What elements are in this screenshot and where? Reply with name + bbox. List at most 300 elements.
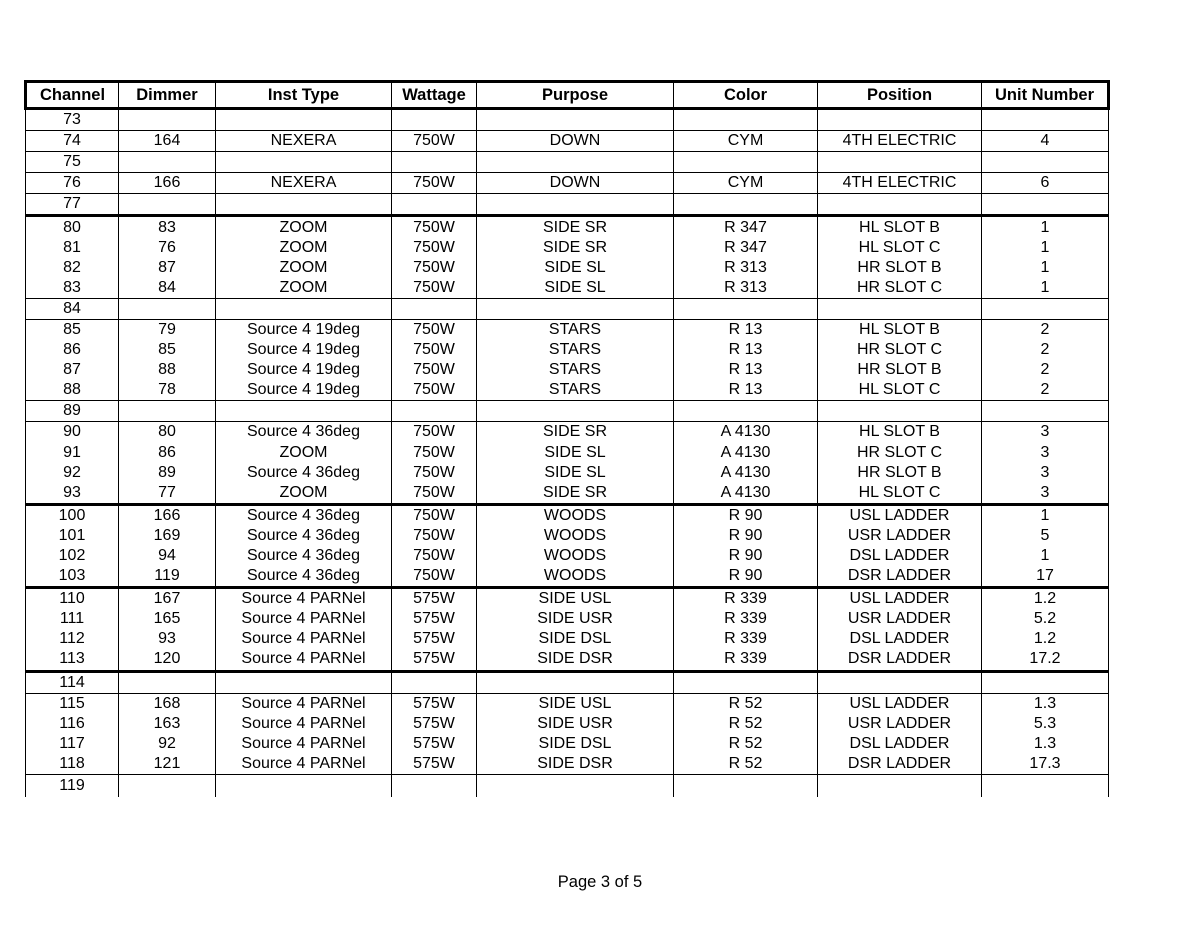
cell-unit-number: 3: [982, 443, 1109, 463]
cell-purpose: SIDE USR: [477, 609, 674, 629]
table-row: [26, 693, 1109, 714]
table-row: [26, 734, 1109, 754]
cell-wattage: 575W: [392, 609, 477, 629]
column-header-color: Color: [674, 82, 818, 109]
cell-position: 4TH ELECTRIC: [818, 173, 982, 194]
cell-dimmer: 120: [119, 649, 216, 671]
cell-inst-type: Source 4 PARNel: [216, 609, 392, 629]
cell-inst-type: ZOOM: [216, 278, 392, 299]
cell-wattage: 750W: [392, 238, 477, 258]
table-row: [26, 422, 1109, 443]
cell-color: [674, 152, 818, 173]
cell-wattage: 750W: [392, 131, 477, 152]
table-row: [26, 152, 1109, 173]
cell-purpose: SIDE DSL: [477, 734, 674, 754]
cell-position: DSR LADDER: [818, 754, 982, 775]
cell-position: DSL LADDER: [818, 546, 982, 566]
cell-unit-number: [982, 109, 1109, 131]
cell-wattage: 575W: [392, 754, 477, 775]
table-row: [26, 483, 1109, 505]
cell-unit-number: 3: [982, 422, 1109, 443]
cell-dimmer: 87: [119, 258, 216, 278]
cell-purpose: STARS: [477, 380, 674, 401]
cell-channel: 90: [26, 422, 119, 443]
cell-color: CYM: [674, 131, 818, 152]
cell-unit-number: 1: [982, 216, 1109, 238]
channel-hookup-table: [24, 80, 1110, 797]
cell-purpose: SIDE USL: [477, 588, 674, 610]
cell-channel: 84: [26, 298, 119, 319]
cell-channel: 76: [26, 173, 119, 194]
cell-unit-number: 6: [982, 173, 1109, 194]
cell-color: R 52: [674, 754, 818, 775]
cell-dimmer: 163: [119, 714, 216, 734]
cell-inst-type: [216, 298, 392, 319]
cell-dimmer: [119, 298, 216, 319]
table-row: [26, 173, 1109, 194]
cell-inst-type: Source 4 PARNel: [216, 754, 392, 775]
cell-channel: 81: [26, 238, 119, 258]
cell-inst-type: Source 4 19deg: [216, 380, 392, 401]
cell-inst-type: Source 4 19deg: [216, 360, 392, 380]
cell-inst-type: Source 4 PARNel: [216, 649, 392, 671]
cell-position: USL LADDER: [818, 504, 982, 526]
cell-dimmer: 164: [119, 131, 216, 152]
cell-wattage: 750W: [392, 360, 477, 380]
cell-inst-type: Source 4 PARNel: [216, 734, 392, 754]
cell-color: CYM: [674, 173, 818, 194]
cell-purpose: [477, 298, 674, 319]
cell-channel: 118: [26, 754, 119, 775]
cell-channel: 102: [26, 546, 119, 566]
cell-channel: 89: [26, 401, 119, 422]
cell-inst-type: Source 4 19deg: [216, 319, 392, 340]
table-row: [26, 298, 1109, 319]
cell-unit-number: 3: [982, 463, 1109, 483]
cell-inst-type: [216, 775, 392, 798]
cell-unit-number: 1.3: [982, 693, 1109, 714]
cell-wattage: [392, 401, 477, 422]
cell-unit-number: 2: [982, 340, 1109, 360]
cell-dimmer: 167: [119, 588, 216, 610]
cell-color: A 4130: [674, 483, 818, 505]
cell-position: [818, 401, 982, 422]
cell-purpose: WOODS: [477, 546, 674, 566]
cell-dimmer: 165: [119, 609, 216, 629]
cell-position: DSR LADDER: [818, 566, 982, 588]
cell-purpose: SIDE DSL: [477, 629, 674, 649]
table-row: [26, 360, 1109, 380]
cell-wattage: 750W: [392, 566, 477, 588]
table-row: [26, 278, 1109, 299]
cell-inst-type: Source 4 PARNel: [216, 629, 392, 649]
table-row: [26, 340, 1109, 360]
column-header-inst-type: Inst Type: [216, 82, 392, 109]
cell-dimmer: 76: [119, 238, 216, 258]
cell-inst-type: NEXERA: [216, 173, 392, 194]
cell-dimmer: 168: [119, 693, 216, 714]
cell-dimmer: 89: [119, 463, 216, 483]
cell-wattage: 750W: [392, 422, 477, 443]
cell-color: A 4130: [674, 422, 818, 443]
table-row: [26, 109, 1109, 131]
cell-purpose: SIDE USR: [477, 714, 674, 734]
cell-purpose: [477, 194, 674, 216]
cell-color: [674, 298, 818, 319]
cell-color: [674, 194, 818, 216]
cell-wattage: 575W: [392, 588, 477, 610]
cell-dimmer: 88: [119, 360, 216, 380]
cell-inst-type: ZOOM: [216, 258, 392, 278]
cell-channel: 119: [26, 775, 119, 798]
cell-position: HR SLOT C: [818, 443, 982, 463]
cell-unit-number: [982, 671, 1109, 693]
cell-channel: 74: [26, 131, 119, 152]
cell-unit-number: [982, 401, 1109, 422]
cell-inst-type: Source 4 19deg: [216, 340, 392, 360]
cell-purpose: SIDE SR: [477, 238, 674, 258]
cell-channel: 93: [26, 483, 119, 505]
cell-purpose: [477, 109, 674, 131]
cell-channel: 91: [26, 443, 119, 463]
column-header-unit-number: Unit Number: [982, 82, 1109, 109]
cell-wattage: 575W: [392, 693, 477, 714]
cell-channel: 116: [26, 714, 119, 734]
cell-position: HR SLOT B: [818, 463, 982, 483]
table-row: [26, 194, 1109, 216]
cell-purpose: SIDE SL: [477, 463, 674, 483]
cell-purpose: SIDE USL: [477, 693, 674, 714]
cell-inst-type: [216, 671, 392, 693]
cell-wattage: [392, 194, 477, 216]
cell-purpose: WOODS: [477, 566, 674, 588]
cell-color: R 52: [674, 693, 818, 714]
table-row: [26, 258, 1109, 278]
cell-color: [674, 775, 818, 798]
cell-color: R 90: [674, 526, 818, 546]
cell-unit-number: [982, 194, 1109, 216]
table-row: [26, 526, 1109, 546]
cell-dimmer: 79: [119, 319, 216, 340]
cell-inst-type: Source 4 36deg: [216, 526, 392, 546]
cell-unit-number: 1: [982, 258, 1109, 278]
cell-position: DSL LADDER: [818, 734, 982, 754]
cell-color: R 13: [674, 319, 818, 340]
cell-unit-number: 1.2: [982, 588, 1109, 610]
column-header-purpose: Purpose: [477, 82, 674, 109]
cell-position: HL SLOT B: [818, 422, 982, 443]
cell-inst-type: Source 4 PARNel: [216, 693, 392, 714]
cell-wattage: 750W: [392, 443, 477, 463]
cell-color: R 52: [674, 714, 818, 734]
cell-channel: 115: [26, 693, 119, 714]
column-header-channel: Channel: [26, 82, 119, 109]
cell-inst-type: ZOOM: [216, 216, 392, 238]
cell-color: R 313: [674, 258, 818, 278]
cell-inst-type: Source 4 36deg: [216, 566, 392, 588]
cell-wattage: 750W: [392, 258, 477, 278]
table-row: [26, 380, 1109, 401]
cell-color: R 13: [674, 380, 818, 401]
table-row: [26, 714, 1109, 734]
cell-wattage: 750W: [392, 173, 477, 194]
cell-position: 4TH ELECTRIC: [818, 131, 982, 152]
cell-color: [674, 401, 818, 422]
cell-color: R 90: [674, 566, 818, 588]
table-row: [26, 216, 1109, 238]
cell-purpose: [477, 775, 674, 798]
cell-dimmer: 166: [119, 504, 216, 526]
cell-purpose: [477, 401, 674, 422]
cell-inst-type: Source 4 36deg: [216, 422, 392, 443]
cell-purpose: SIDE SR: [477, 422, 674, 443]
cell-position: [818, 152, 982, 173]
cell-color: R 339: [674, 588, 818, 610]
cell-unit-number: [982, 775, 1109, 798]
cell-wattage: 575W: [392, 734, 477, 754]
cell-wattage: [392, 298, 477, 319]
cell-channel: 80: [26, 216, 119, 238]
cell-position: HR SLOT C: [818, 340, 982, 360]
cell-color: R 313: [674, 278, 818, 299]
cell-purpose: [477, 671, 674, 693]
cell-purpose: SIDE DSR: [477, 649, 674, 671]
cell-wattage: 750W: [392, 463, 477, 483]
cell-color: R 13: [674, 360, 818, 380]
cell-dimmer: 93: [119, 629, 216, 649]
cell-dimmer: [119, 152, 216, 173]
cell-wattage: [392, 152, 477, 173]
cell-channel: 85: [26, 319, 119, 340]
column-header-dimmer: Dimmer: [119, 82, 216, 109]
cell-channel: 75: [26, 152, 119, 173]
cell-position: HR SLOT C: [818, 278, 982, 299]
cell-purpose: SIDE SL: [477, 443, 674, 463]
cell-unit-number: 1: [982, 546, 1109, 566]
cell-unit-number: [982, 152, 1109, 173]
cell-unit-number: 4: [982, 131, 1109, 152]
cell-purpose: STARS: [477, 360, 674, 380]
column-header-position: Position: [818, 82, 982, 109]
cell-purpose: STARS: [477, 319, 674, 340]
cell-unit-number: 17.3: [982, 754, 1109, 775]
cell-channel: 112: [26, 629, 119, 649]
cell-inst-type: Source 4 36deg: [216, 463, 392, 483]
table-row: [26, 504, 1109, 526]
page-number: Page 3 of 5: [557, 873, 643, 891]
cell-inst-type: Source 4 PARNel: [216, 588, 392, 610]
cell-unit-number: 5.3: [982, 714, 1109, 734]
cell-dimmer: 86: [119, 443, 216, 463]
cell-dimmer: [119, 775, 216, 798]
cell-channel: 101: [26, 526, 119, 546]
cell-color: R 52: [674, 734, 818, 754]
cell-purpose: SIDE SL: [477, 258, 674, 278]
cell-purpose: WOODS: [477, 526, 674, 546]
table-row: [26, 463, 1109, 483]
cell-position: USR LADDER: [818, 609, 982, 629]
cell-wattage: [392, 109, 477, 131]
table-row: [26, 566, 1109, 588]
cell-dimmer: 166: [119, 173, 216, 194]
header-row: [26, 82, 1109, 109]
cell-inst-type: Source 4 36deg: [216, 546, 392, 566]
cell-unit-number: 5: [982, 526, 1109, 546]
cell-position: HL SLOT C: [818, 380, 982, 401]
cell-color: R 339: [674, 609, 818, 629]
cell-position: [818, 109, 982, 131]
table-row: [26, 775, 1109, 798]
cell-wattage: [392, 671, 477, 693]
cell-unit-number: 1: [982, 238, 1109, 258]
cell-wattage: 750W: [392, 380, 477, 401]
cell-unit-number: 2: [982, 319, 1109, 340]
cell-color: A 4130: [674, 443, 818, 463]
cell-wattage: 750W: [392, 278, 477, 299]
cell-wattage: 750W: [392, 546, 477, 566]
cell-dimmer: 169: [119, 526, 216, 546]
cell-dimmer: 92: [119, 734, 216, 754]
cell-inst-type: [216, 401, 392, 422]
cell-dimmer: 85: [119, 340, 216, 360]
cell-color: R 13: [674, 340, 818, 360]
cell-wattage: 750W: [392, 216, 477, 238]
cell-wattage: 575W: [392, 714, 477, 734]
cell-wattage: 750W: [392, 483, 477, 505]
cell-position: [818, 671, 982, 693]
cell-dimmer: 84: [119, 278, 216, 299]
cell-position: USR LADDER: [818, 526, 982, 546]
table-row: [26, 238, 1109, 258]
cell-unit-number: 2: [982, 380, 1109, 401]
cell-unit-number: 5.2: [982, 609, 1109, 629]
cell-unit-number: 1.3: [982, 734, 1109, 754]
cell-position: HL SLOT C: [818, 238, 982, 258]
cell-wattage: 750W: [392, 340, 477, 360]
cell-channel: 88: [26, 380, 119, 401]
cell-position: USL LADDER: [818, 588, 982, 610]
cell-channel: 73: [26, 109, 119, 131]
cell-position: [818, 194, 982, 216]
cell-dimmer: 83: [119, 216, 216, 238]
cell-purpose: SIDE SR: [477, 216, 674, 238]
cell-inst-type: ZOOM: [216, 483, 392, 505]
cell-inst-type: ZOOM: [216, 238, 392, 258]
cell-purpose: DOWN: [477, 131, 674, 152]
cell-dimmer: 121: [119, 754, 216, 775]
cell-channel: 117: [26, 734, 119, 754]
cell-wattage: [392, 775, 477, 798]
cell-position: [818, 298, 982, 319]
cell-position: HL SLOT C: [818, 483, 982, 505]
cell-color: R 347: [674, 216, 818, 238]
cell-color: R 90: [674, 546, 818, 566]
cell-color: R 90: [674, 504, 818, 526]
cell-dimmer: 94: [119, 546, 216, 566]
table-row: [26, 546, 1109, 566]
cell-channel: 92: [26, 463, 119, 483]
cell-inst-type: [216, 194, 392, 216]
table-row: [26, 319, 1109, 340]
cell-channel: 87: [26, 360, 119, 380]
cell-unit-number: 17.2: [982, 649, 1109, 671]
cell-unit-number: [982, 298, 1109, 319]
cell-dimmer: 119: [119, 566, 216, 588]
cell-channel: 77: [26, 194, 119, 216]
cell-position: HR SLOT B: [818, 360, 982, 380]
column-header-wattage: Wattage: [392, 82, 477, 109]
cell-color: [674, 109, 818, 131]
cell-unit-number: 1.2: [982, 629, 1109, 649]
cell-color: A 4130: [674, 463, 818, 483]
cell-position: HR SLOT B: [818, 258, 982, 278]
cell-channel: 113: [26, 649, 119, 671]
table-row: [26, 588, 1109, 610]
cell-purpose: [477, 152, 674, 173]
table-row: [26, 609, 1109, 629]
table-row: [26, 443, 1109, 463]
cell-purpose: DOWN: [477, 173, 674, 194]
cell-channel: 82: [26, 258, 119, 278]
cell-color: [674, 671, 818, 693]
cell-color: R 347: [674, 238, 818, 258]
cell-dimmer: 80: [119, 422, 216, 443]
cell-inst-type: NEXERA: [216, 131, 392, 152]
cell-position: DSR LADDER: [818, 649, 982, 671]
cell-purpose: SIDE SL: [477, 278, 674, 299]
cell-channel: 83: [26, 278, 119, 299]
cell-purpose: SIDE DSR: [477, 754, 674, 775]
cell-channel: 111: [26, 609, 119, 629]
cell-unit-number: 17: [982, 566, 1109, 588]
table-row: [26, 754, 1109, 775]
table-row: [26, 629, 1109, 649]
cell-wattage: 750W: [392, 526, 477, 546]
cell-position: USL LADDER: [818, 693, 982, 714]
cell-channel: 103: [26, 566, 119, 588]
cell-dimmer: [119, 194, 216, 216]
cell-dimmer: 77: [119, 483, 216, 505]
cell-inst-type: Source 4 36deg: [216, 504, 392, 526]
cell-purpose: WOODS: [477, 504, 674, 526]
cell-dimmer: [119, 401, 216, 422]
cell-position: USR LADDER: [818, 714, 982, 734]
cell-purpose: SIDE SR: [477, 483, 674, 505]
table-row: [26, 649, 1109, 671]
cell-color: R 339: [674, 629, 818, 649]
cell-dimmer: [119, 671, 216, 693]
cell-position: DSL LADDER: [818, 629, 982, 649]
cell-unit-number: 3: [982, 483, 1109, 505]
cell-inst-type: Source 4 PARNel: [216, 714, 392, 734]
cell-inst-type: ZOOM: [216, 443, 392, 463]
cell-wattage: 575W: [392, 629, 477, 649]
cell-wattage: 575W: [392, 649, 477, 671]
table-body: [26, 109, 1109, 798]
cell-wattage: 750W: [392, 319, 477, 340]
cell-position: [818, 775, 982, 798]
table-row: [26, 131, 1109, 152]
cell-dimmer: 78: [119, 380, 216, 401]
table-row: [26, 671, 1109, 693]
cell-position: HL SLOT B: [818, 216, 982, 238]
cell-inst-type: [216, 109, 392, 131]
cell-channel: 86: [26, 340, 119, 360]
cell-unit-number: 1: [982, 278, 1109, 299]
cell-dimmer: [119, 109, 216, 131]
cell-color: R 339: [674, 649, 818, 671]
cell-unit-number: 2: [982, 360, 1109, 380]
